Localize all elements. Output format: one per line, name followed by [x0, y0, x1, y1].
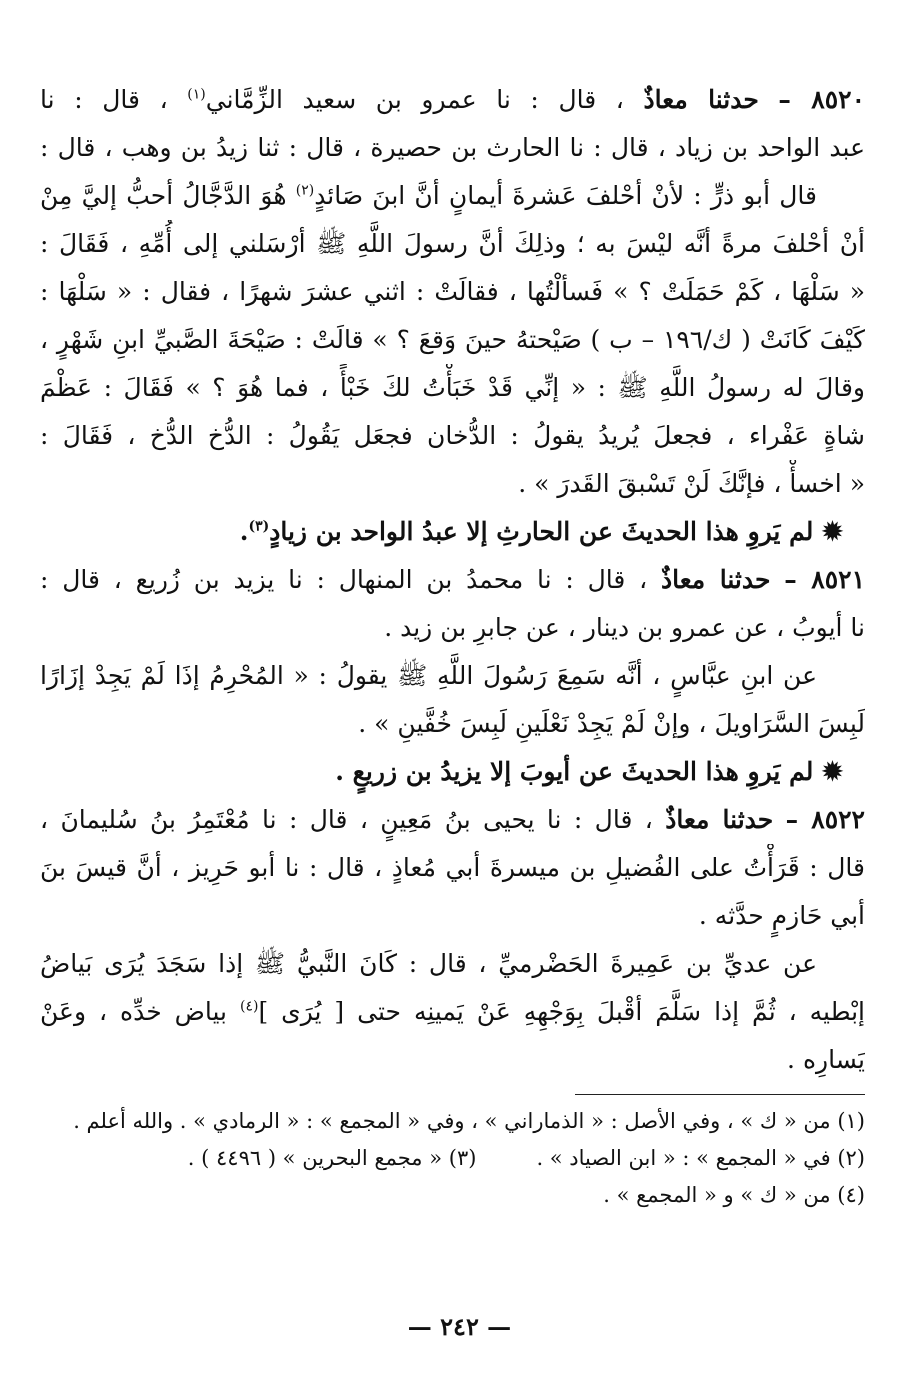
hadith-text: إبْطيه ، ثُمَّ إذا سَلَّمَ أقْبلَ بِوَجْهِهِ عَنْ يَمينِه حتى [ يُرَى ] [258, 997, 865, 1026]
footnote-ref: (٢) [295, 182, 315, 199]
footnote-row-2-3 [40, 1140, 865, 1177]
hadith-8522-line-1 [40, 796, 865, 844]
hadith-opening: حدثنا معاذٌ [643, 85, 759, 114]
footnote-2: (٢) في « المجمع » : « ابن الصياد » . [536, 1146, 865, 1170]
hadith-8521-line-3: عن ابنِ عبَّاسٍ ، أنَّه سَمِعَ رَسُولَ اللَّهِ ﷺ يقولُ : « المُحْرِمُ إذَا لَمْ يَجِدْ إزَارًا [40, 661, 817, 690]
page-number: — ٢٤٢ — [407, 1312, 512, 1341]
note-end: . [239, 517, 249, 546]
hadith-text: قال أبو ذرٍّ : لأنْ أحْلفَ عَشرةَ أيمانٍ أنَّ ابنَ صَائدٍ [314, 181, 817, 210]
hadith-8521-note: ✹ لم يَروِ هذا الحديثَ عن أيوبَ إلا يزيدُ بن زريعٍ . [335, 757, 843, 786]
hadith-text: ، قال : نا يحيى بنُ مَعِينٍ ، قال : نا مُعْتَمِرُ بنُ سُليمانَ ، [40, 805, 653, 834]
hadith-8520-line-8: شاةٍ عَفْراء ، فجعلَ يُريدُ يقولُ : الدُّخان فجعَل يَقُولُ : الدُّخ الدُّخ ، فَقَالَ : [40, 421, 865, 450]
footnote-3: (٣) « مجمع البحرين » ( ٤٤٩٦ ) . [187, 1146, 477, 1170]
hadith-opening: حدثنا معاذٌ [661, 565, 771, 594]
hadith-8520-line-4: أنْ أحْلفَ مرةً أنَّه ليْسَ به ؛ وذلِكَ أنَّ رسولَ اللَّهِ ﷺ أرْسَلني إلى أُمِّهِ ، فَقَالَ : [40, 229, 865, 258]
hadith-8522-line-5 [40, 988, 865, 1036]
hadith-number: ٨٥٢١ – [784, 565, 865, 594]
hadith-8520-note [40, 508, 865, 556]
hadith-text: هُوَ الدَّجَّالُ أحبُّ إليَّ مِنْ [40, 181, 287, 210]
hadith-8520-line-9: « اخسأْ ، فإنَّكَ لَنْ تَسْبقَ القَدرَ » . [518, 469, 865, 498]
footnote-ref: (٤) [239, 998, 259, 1015]
hadith-8520-line-1 [40, 76, 865, 124]
hadith-opening: حدثنا معاذٌ [665, 805, 774, 834]
footnote-ref: (٣) [248, 518, 270, 535]
hadith-text: ، قال : نا [40, 85, 168, 114]
hadith-8521-line-2: نا أيوبُ ، عن عمرو بن دينار ، عن جابرِ بن زيد . [384, 613, 865, 642]
hadith-8520-line-7: وقالَ له رسولُ اللَّهِ ﷺ : « إنِّي قَدْ خَبَأْتُ لكَ خَبْأً ، فما هُوَ ؟ » فَقَالَ : عَظْمَ [40, 373, 865, 402]
hadith-8521-line-4: لَبِسَ السَّرَاويلَ ، وإنْ لَمْ يَجِدْ نَعْلَينِ لَبِسَ خُفَّينِ » . [358, 709, 865, 738]
hadith-text: ، قال : نا محمدُ بن المنهال : نا يزيد بن زُريع ، قال : [40, 565, 648, 594]
hadith-text: ، قال : نا عمرو بن سعيد الزِّمَّاني [205, 85, 624, 114]
footnote-4: (٤) من « ك » و « المجمع » . [603, 1183, 865, 1207]
hadith-8520-line-6: كَيْفَ كَانَتْ ( ك/١٩٦ – ب ) صَيْحتهُ حينَ وَقعَ ؟ » قالَتْ : صَيْحَةَ الصَّبيِّ ابنِ شَهْرٍ ، [40, 325, 865, 354]
hadith-8522-line-6: يَسارِه . [787, 1045, 865, 1074]
hadith-8522-line-4: عن عديِّ بن عَمِيرةَ الحَضْرميِّ ، قال : كَانَ النَّبيُّ ﷺ إذا سَجَدَ يُرَى بَياضُ [40, 949, 817, 978]
hadith-8520-line-2: عبد الواحد بن زياد ، قال : نا الحارث بن حصيرة ، قال : ثنا زيدُ بن وهب ، قال : [40, 133, 865, 162]
footnote-separator [575, 1094, 865, 1095]
hadith-text: بياض خدِّه ، وعَنْ [40, 997, 227, 1026]
hadith-number: ٨٥٢٠ – [778, 85, 865, 114]
hadith-8522-line-2: قال : قَرَأْتُ على الفُضيلِ بن ميسرةَ أبي مُعاذٍ ، قال : نا أبو حَرِيز ، أنَّ قيسَ بنَ [40, 853, 865, 882]
hadith-8520-line-3 [40, 172, 865, 220]
hadith-8521-line-1 [40, 556, 865, 604]
footnote-ref: (١) [187, 86, 206, 103]
note-text: ✹ لم يَروِ هذا الحديثَ عن الحارثِ إلا عبدُ الواحد بن زيادٍ [269, 517, 843, 546]
hadith-8522-line-3: أبي حَازمٍ حدَّثه . [698, 901, 865, 930]
hadith-8520-line-5: « سَلْهَا ، كَمْ حَمَلَتْ ؟ » فَسألْتُها ، فقالَتْ : اثني عشرَ شهرًا ، فقال : « سَلْهَا : [40, 277, 865, 306]
footnote-1: (١) من « ك » ، وفي الأصل : « الذماراني » ، وفي « المجمع » : « الرمادي » . والله أعلم . [73, 1109, 865, 1133]
hadith-number: ٨٥٢٢ – [785, 805, 865, 834]
